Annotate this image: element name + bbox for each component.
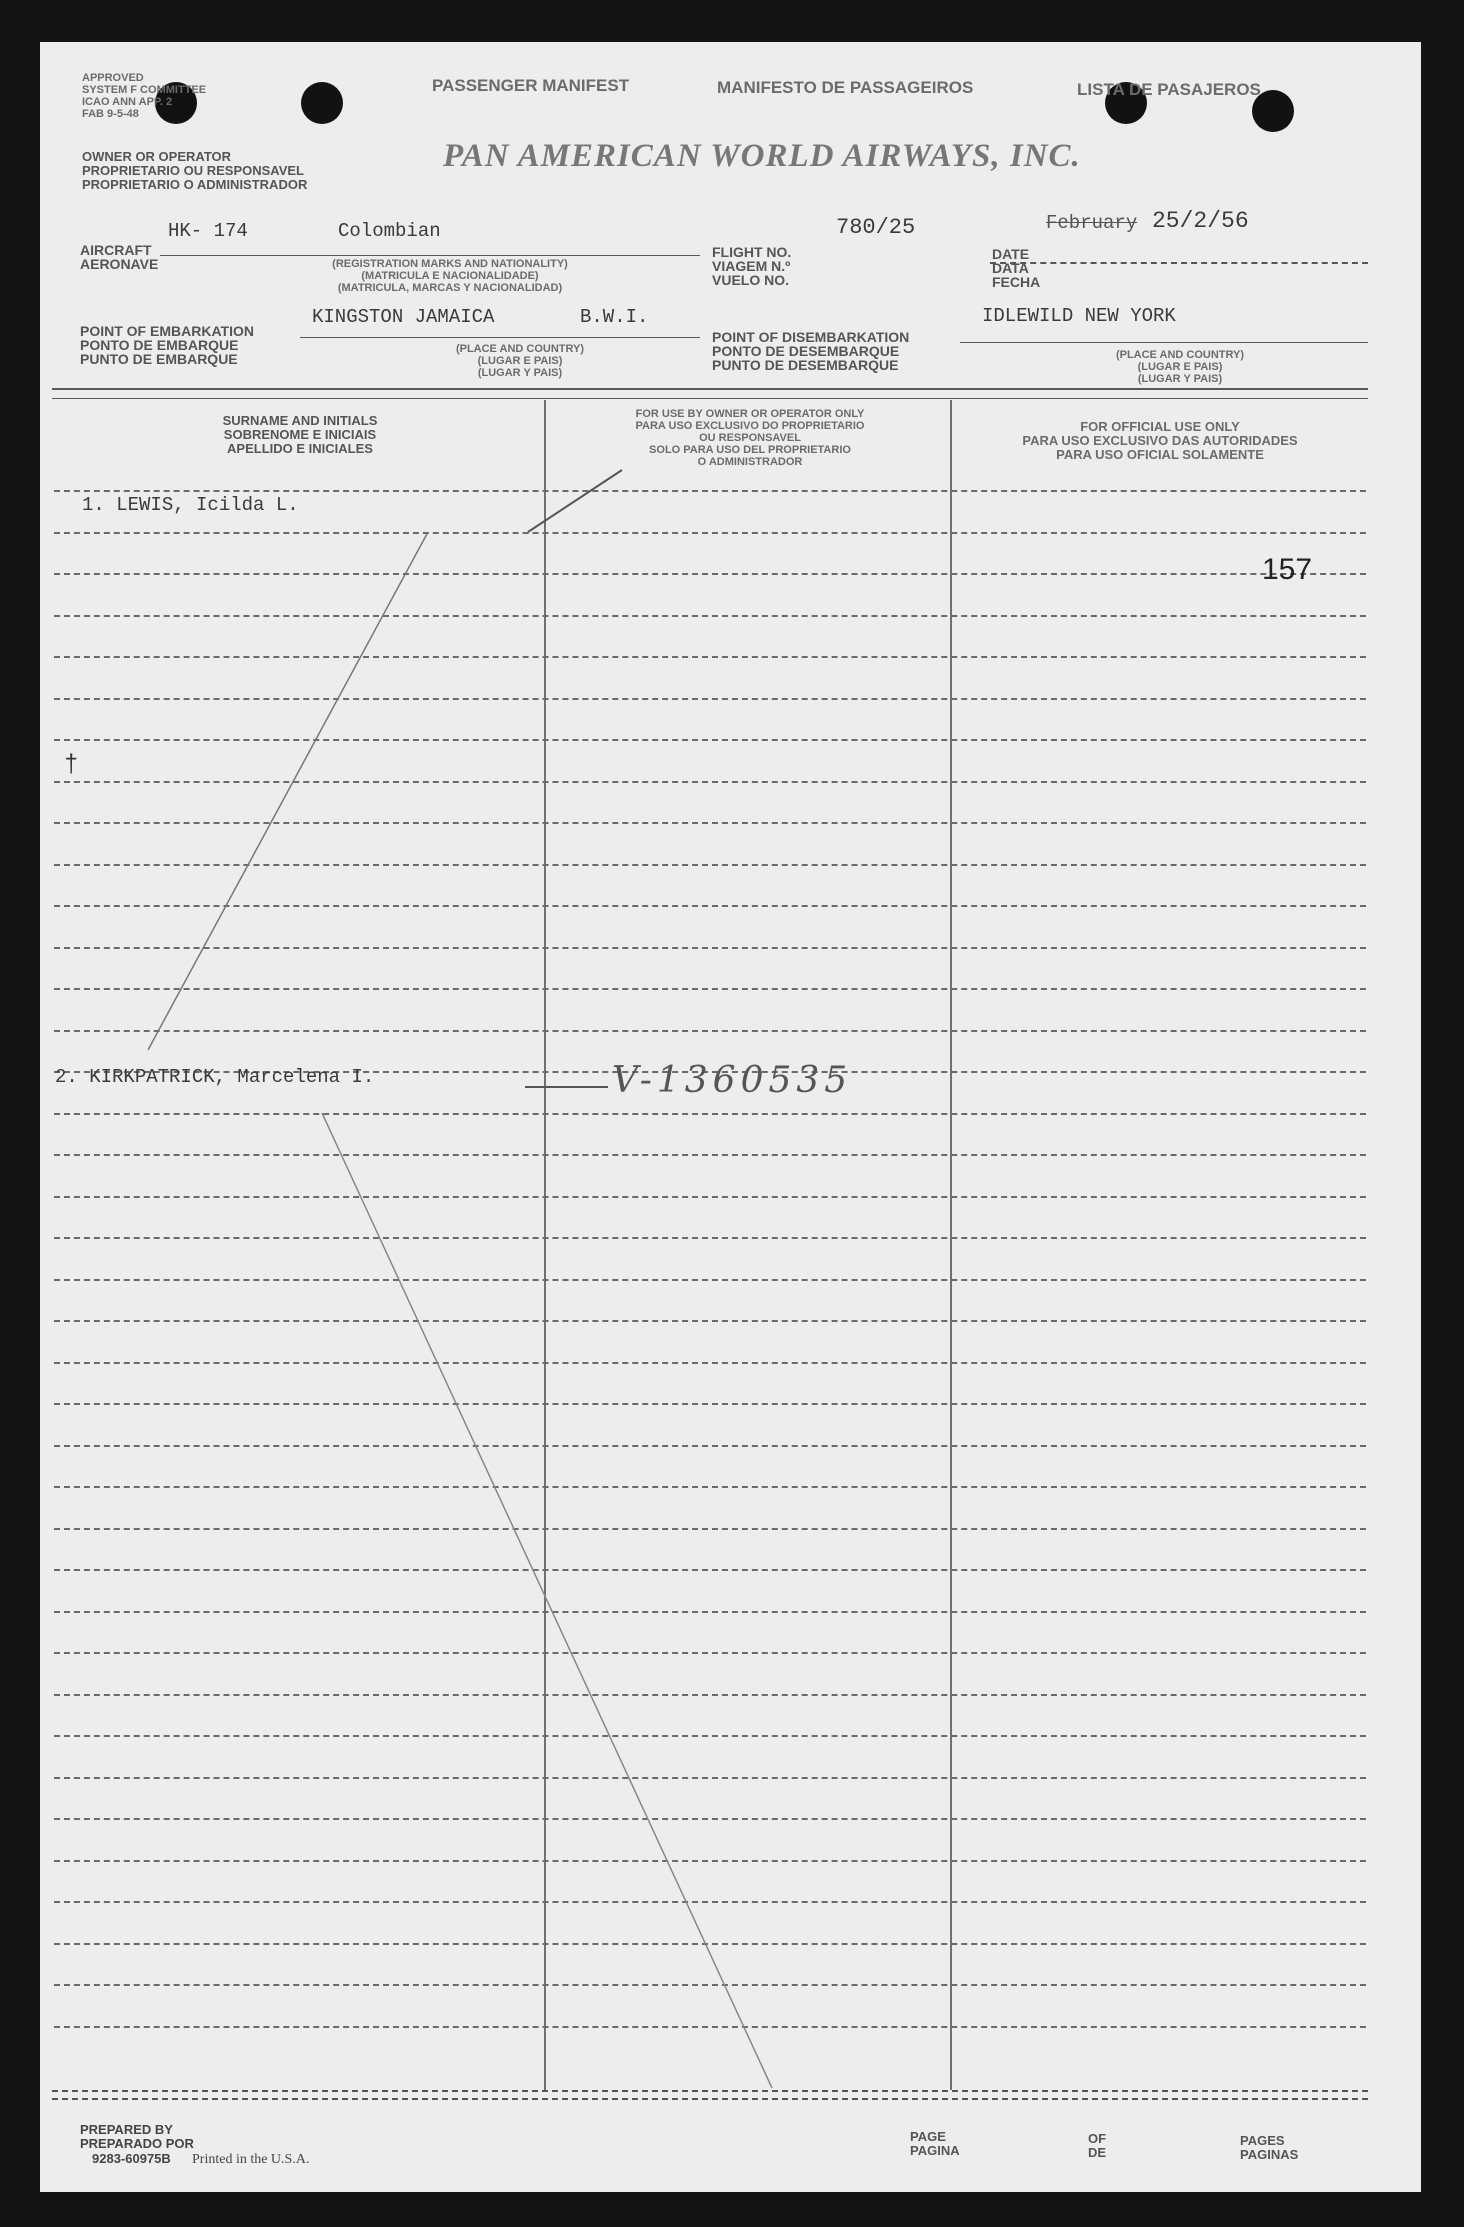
table-bottom-rule-2 bbox=[52, 2098, 1368, 2100]
date-label: DATE DATA FECHA bbox=[992, 246, 1041, 290]
manifesto-heading: MANIFESTO DE PASSAGEIROS bbox=[717, 78, 974, 97]
visa-number: V-1360535 bbox=[612, 1060, 853, 1101]
margin-mark: † bbox=[64, 752, 79, 779]
embarkation-country: B.W.I. bbox=[580, 306, 649, 328]
flight-number: 780/25 bbox=[836, 215, 916, 240]
embarkation-place: KINGSTON JAMAICA bbox=[312, 306, 495, 328]
aircraft-label: AIRCRAFT AERONAVE bbox=[80, 242, 159, 272]
airline-name: PAN AMERICAN WORLD AIRWAYS, INC. bbox=[443, 138, 1081, 174]
lista-heading: LISTA DE PASAJEROS bbox=[1077, 80, 1261, 99]
date-value: 25/2/56 bbox=[1152, 208, 1249, 234]
form-number: 9283-60975B bbox=[92, 2151, 171, 2166]
aircraft-nationality: Colombian bbox=[338, 220, 441, 242]
disembarkation-label: POINT OF DISEMBARKATION PONTO DE DESEMBARQUE PUNTO DE DESEMBARQUE bbox=[712, 329, 910, 373]
table-bottom-rule bbox=[52, 2090, 1368, 2092]
passenger-manifest-heading: PASSENGER MANIFEST bbox=[432, 76, 630, 95]
column-header-owner: FOR USE BY OWNER OR OPERATOR ONLY PARA USO EXCLUSIVO DO PROPRIETARIO OU RESPONSAVEL SOLO PARA USO DEL PROPRIETARIO O ADMINISTRADOR bbox=[635, 408, 865, 468]
date-struck-month: February bbox=[1046, 212, 1138, 234]
column-header-official: FOR OFFICIAL USE ONLY PARA USO EXCLUSIVO DAS AUTORIDADES PARA USO OFICIAL SOLAMENTE bbox=[1022, 419, 1298, 462]
aircraft-registration: HK- 174 bbox=[168, 220, 248, 242]
embarkation-sub-label: (PLACE AND COUNTRY) (LUGAR E PAIS) (LUGAR Y PAIS) bbox=[455, 343, 585, 379]
approval-block: APPROVED SYSTEM F COMMITTEE ICAO ANN APP. 2 FAB 9-5-48 bbox=[82, 72, 207, 120]
printed-in-usa: Printed in the U.S.A. bbox=[192, 2152, 310, 2167]
of-label: OF DE bbox=[1088, 2131, 1107, 2160]
passenger-entry-1: 1. LEWIS, Icilda L. bbox=[82, 494, 299, 516]
pages-label: PAGES PAGINAS bbox=[1240, 2133, 1299, 2162]
disembarkation-place: IDLEWILD NEW YORK bbox=[982, 305, 1176, 327]
owner-label: OWNER OR OPERATOR PROPRIETARIO OU RESPONSAVEL PROPRIETARIO O ADMINISTRADOR bbox=[82, 149, 308, 192]
prepared-by-label: PREPARED BY PREPARADO POR bbox=[80, 2122, 194, 2151]
passenger-entry-2: 2. KIRKPATRICK, Marcelena I. bbox=[55, 1066, 375, 1088]
embarkation-label: POINT OF EMBARKATION PONTO DE EMBARQUE PUNTO DE EMBARQUE bbox=[80, 323, 254, 367]
flight-label: FLIGHT NO. VIAGEM N.º VUELO NO. bbox=[712, 244, 792, 288]
page-label: PAGE PAGINA bbox=[910, 2129, 960, 2158]
aircraft-sub-label: (REGISTRATION MARKS AND NATIONALITY) (MATRICULA E NACIONALIDADE) (MATRICULA, MARCAS Y NACIONALIDAD) bbox=[332, 258, 568, 294]
disembarkation-sub-label: (PLACE AND COUNTRY) (LUGAR E PAIS) (LUGAR Y PAIS) bbox=[1115, 349, 1245, 385]
stamp-number: 157 bbox=[1262, 553, 1313, 586]
column-header-name: SURNAME AND INITIALS SOBRENOME E INICIAIS APELLIDO E INICIALES bbox=[222, 413, 378, 456]
